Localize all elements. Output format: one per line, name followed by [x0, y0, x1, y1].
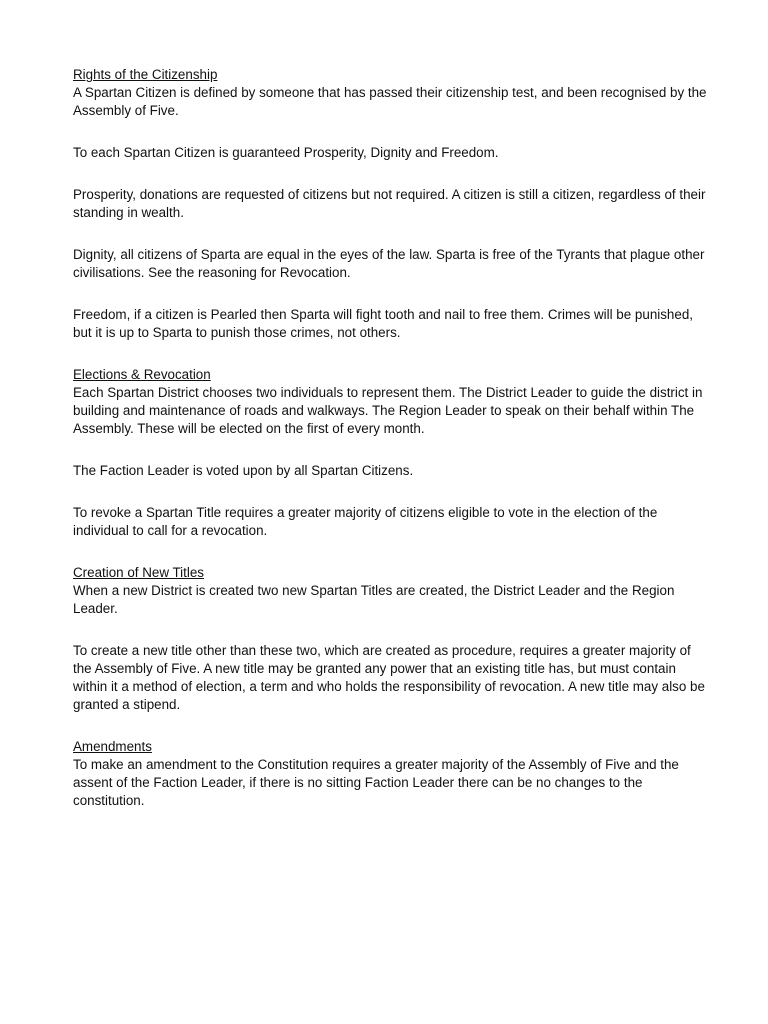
paragraph: A Spartan Citizen is defined by someone that has passed their citizenship test, and been recognised by the Assembly of Five. [73, 85, 707, 118]
paragraph: Each Spartan District chooses two individuals to represent them. The District Leader to guide the district in building and maintenance of roads and walkways. The Region Leader to speak on their behalf within The Assembly. These will be elected on the first of every month. [73, 385, 703, 436]
paragraph: To make an amendment to the Constitution requires a greater majority of the Assembly of Five and the assent of the Faction Leader, if there is no sitting Faction Leader there can be no changes to the constitution. [73, 757, 679, 808]
paragraph: To create a new title other than these two, which are created as procedure, requires a greater majority of the Assembly of Five. A new title may be granted any power that an existing title has, but must contain within it a method of election, a term and who holds the responsibility of revocation. A new title may also be granted a stipend. [73, 643, 705, 712]
paragraph: To each Spartan Citizen is guaranteed Prosperity, Dignity and Freedom. [73, 145, 499, 160]
section-heading: Amendments [73, 739, 152, 754]
paragraph: The Faction Leader is voted upon by all Spartan Citizens. [73, 463, 414, 478]
section-heading: Creation of New Titles [73, 565, 204, 580]
section-amendments [73, 738, 713, 810]
section-new-titles [73, 564, 713, 714]
paragraph: Dignity, all citizens of Sparta are equal in the eyes of the law. Sparta is free of the Tyrants that plague other civilisations. See the reasoning for Revocation. [73, 247, 705, 280]
paragraph: To revoke a Spartan Title requires a greater majority of citizens eligible to vote in the election of the individual to call for a revocation. [73, 505, 658, 538]
paragraph: When a new District is created two new Spartan Titles are created, the District Leader and the Region Leader. [73, 583, 675, 616]
section-heading: Elections & Revocation [73, 367, 211, 382]
section-heading: Rights of the Citizenship [73, 67, 218, 82]
paragraph: Prosperity, donations are requested of citizens but not required. A citizen is still a citizen, regardless of their standing in wealth. [73, 187, 706, 220]
section-elections [73, 366, 713, 540]
document-body [73, 66, 713, 810]
section-rights [73, 66, 713, 342]
paragraph: Freedom, if a citizen is Pearled then Sparta will fight tooth and nail to free them. Crimes will be punished, but it is up to Sparta to punish those crimes, not others. [73, 307, 693, 340]
